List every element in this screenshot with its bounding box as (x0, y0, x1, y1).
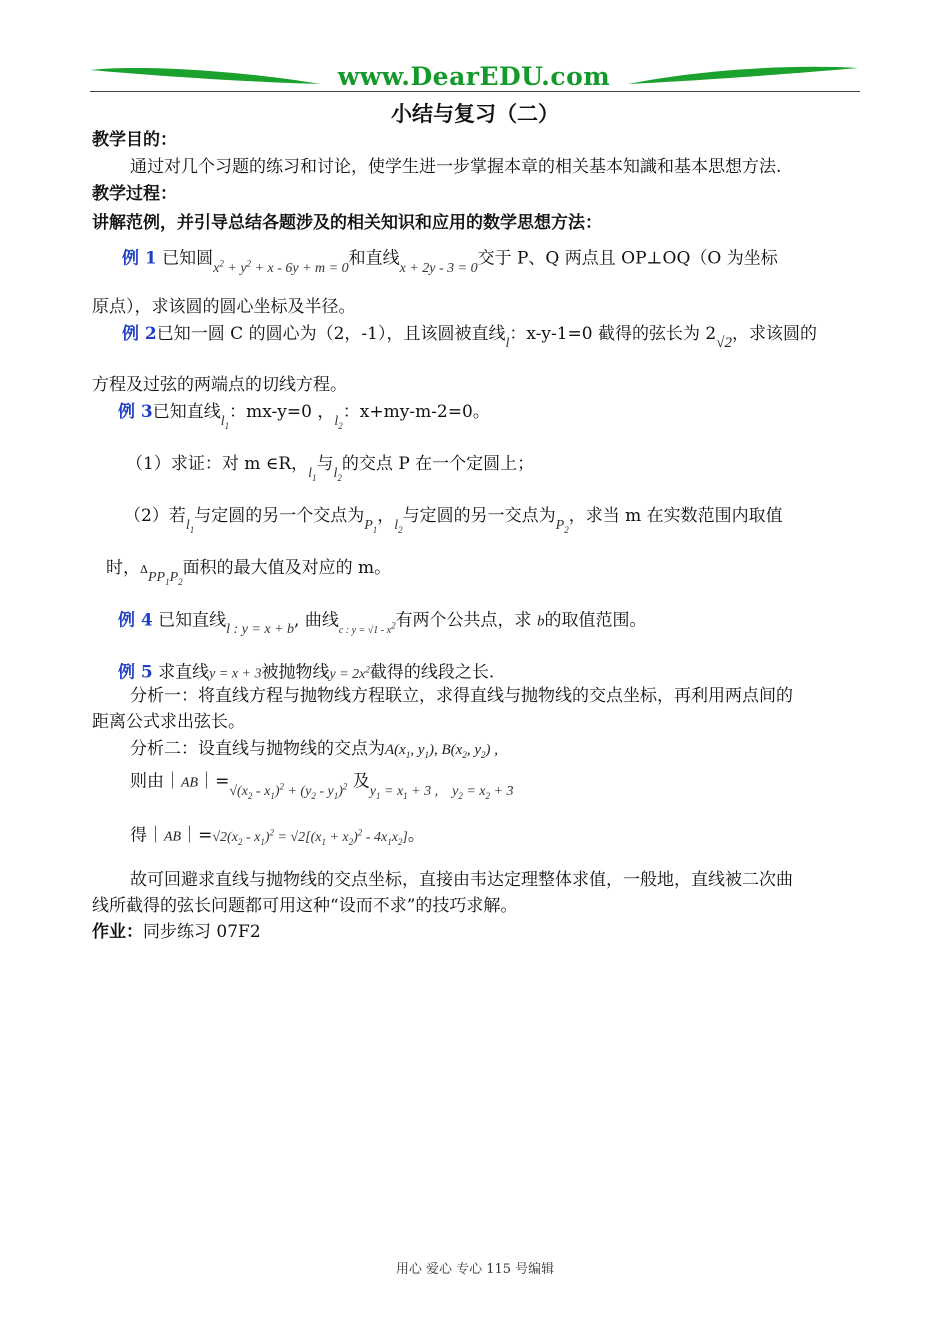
site-logo[interactable]: www.DearEDU.com (337, 62, 611, 91)
example-1-label: 例 1 (122, 248, 157, 269)
conclusion: 故可回避求直线与抛物线的交点坐标，直接由韦达定理整体求值，一般地，直线被二次曲 (130, 870, 793, 890)
example-2-cont: 方程及过弦的两端点的切线方程。 (92, 375, 347, 395)
header-rule (90, 91, 860, 92)
objective-heading: 教学目的： (92, 130, 177, 150)
line-equation: x + 2y - 3 = 0 (399, 260, 478, 276)
page-title: 小结与复习（二） (391, 101, 559, 126)
example-2-label: 例 2 (122, 324, 157, 344)
example-3: 例 3已知直线$_{l_1}$：mx-y=0 ，$_{l_2}$：x+my-m-2=0。 (118, 402, 490, 431)
conclusion-cont: 线所截得的弦长问题都可用这种“设而不求”的技巧求解。 (92, 896, 518, 916)
homework-label: 作业： (92, 922, 143, 942)
analysis-3: 则由$|AB|=_{√(x_2 - x_1)^2 + (y_2 - y_1)^2}$ 及$_{y_1 = x_1 + 3 , y_2 = x_2 + 3}$ (130, 771, 514, 801)
example-1: 例 1 已知圆$_{x^2 + y^2 + x - 6y + m = 0}$和直线$_{x + 2y - 3 = 0}$交于 P、Q 两点且 OP⊥OQ（O 为坐标 (122, 248, 778, 276)
footer: 用心 爱心 专心 115 号编辑 (395, 1262, 555, 1277)
example-5: 例 5 求直线y = x + 3被抛物线$y = 2x^2$截得的线段之长. (118, 662, 495, 683)
example-3-label: 例 3 (118, 402, 153, 422)
objective-text: 通过对几个习题的练习和讨论，使学生进一步掌握本章的相关基本知識和基本思想方法. (130, 157, 782, 177)
example-5-label: 例 5 (118, 662, 153, 683)
analysis-2: 分析二：设直线与抛物线的交点为$A(x_1$, $y_1$), $B(x_2$, $y_2$) , (130, 739, 498, 760)
analysis-4: 得$|AB|=√2(x_2 - x_1)^2 = √2[(x_1 + x_2)^2 - 4x_1x_2]$。 (130, 825, 425, 847)
analysis-1: 分析一：将直线方程与抛物线方程联立，求得直线与抛物线的交点坐标，再利用两点间的 (130, 686, 793, 706)
homework: 作业：同步练习 07F2 (92, 922, 261, 942)
process-heading: 教学过程： (92, 184, 177, 204)
example-1-cont: 原点），求该圆的圆心坐标及半径。 (92, 297, 356, 317)
example-2: 例 2已知一圆 C 的圆心为（2，-1），且该圆被直线$_l$：x-y-1=0 截得的弦长为 2√2，求该圆的 (122, 324, 817, 351)
example-4-label: 例 4 (118, 610, 153, 631)
circle-equation: x2 + y2 + x - 6y + m = 0 (213, 258, 349, 276)
example-4: 例 4 已知直线$_{l : y = x + b}$, 曲线$_{c : y = √1 - x2}$有两个公共点，求 b的取值范围。 (118, 610, 647, 638)
sqrt-2: √2 (716, 335, 732, 351)
process-subheading: 讲解范例，并引导总结各题涉及的相关知识和应用的数学思想方法： (92, 213, 602, 233)
analysis-1-cont: 距离公式求出弦长。 (92, 712, 245, 732)
example-3-part-2-cont: 时，$\Delta_{PP_1P_2}$面积的最大值及对应的 m。 (106, 558, 392, 587)
example-3-part-2: （2）若$_{l_1}$与定圆的另一个交点为$_{P_1}$，$_{l_2}$与定圆的另一交点为$_{P_2}$，求当 m 在实数范围内取值 (124, 506, 783, 535)
example-3-part-1: （1）求证：对 m ∈R，$_{l_1}$与$_{l_2}$的交点 P 在一个定圆上； (126, 454, 535, 483)
